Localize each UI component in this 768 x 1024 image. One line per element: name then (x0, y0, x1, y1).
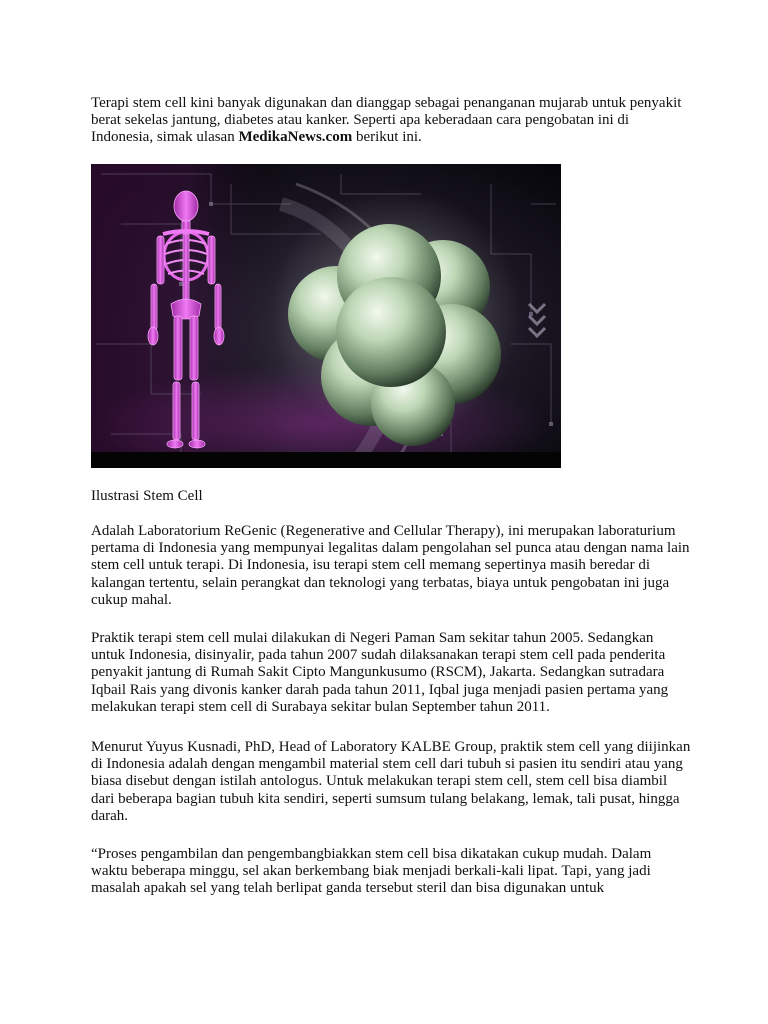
intro-paragraph (91, 95, 691, 147)
intro-text-after: berikut ini. (355, 129, 422, 146)
brand-name: MedikaNews.com (238, 129, 353, 146)
intro-text-before: Terapi stem cell kini banyak digunakan dan dianggap sebagai penanganan mujarab untuk penyakit berat sekelas jantung, diabetes atau kanker. Seperti apa keberadaan cara pengobatan ini di Indonesia, simak ulasan (91, 95, 682, 146)
stem-cell-illustration (91, 164, 561, 468)
figure-caption: Ilustrasi Stem Cell (91, 488, 203, 504)
paragraph: Menurut Yuyus Kusnadi, PhD, Head of Laboratory KALBE Group, praktik stem cell yang diijinkan di Indonesia adalah dengan mengambil material stem cell dari tubuh si pasien itu sendiri atau yang biasa disebut dengan istilah antologus. Untuk melakukan terapi stem cell, stem cell bisa diambil dari beberapa bagian tubuh kita sendiri, seperti sumsum tulang belakang, lemak, tali pusat, hingga darah. (91, 739, 691, 824)
paragraph: “Proses pengambilan dan pengembangbiakkan stem cell bisa dikatakan cukup mudah. Dalam waktu beberapa minggu, sel akan berkembang biak menjadi berkali-kali lipat. Tapi, yang jadi masalah apakah sel yang telah berlipat ganda tersebut steril dan bisa digunakan untuk (91, 846, 652, 897)
paragraph: Adalah Laboratorium ReGenic (Regenerative and Cellular Therapy), ini merupakan laboraturium pertama di Indonesia yang mempunyai legalitas dalam pengolahan sel punca atau dengan nama lain stem cell untuk terapi. Di Indonesia, isu terapi stem cell memang sepertinya masih beredar di kalangan tertentu, selain perangkat dan teknologi yang terbatas, biaya untuk pengobatan ini juga cukup mahal. (91, 523, 690, 608)
paragraph: Praktik terapi stem cell mulai dilakukan di Negeri Paman Sam sekitar tahun 2005. Sedangkan untuk Indonesia, disinyalir, pada tahun 2007 sudah dilaksanakan terapi stem cell pada penderita penyakit jantung di Rumah Sakit Cipto Mangunkusumo (RSCM), Jakarta. Sedangkan sutradara Iqbail Rais yang divonis kanker darah pada tahun 2011, Iqbal juga menjadi pasien pertama yang melakukan terapi stem cell di Surabaya sekitar bulan September tahun 2011. (91, 630, 669, 715)
